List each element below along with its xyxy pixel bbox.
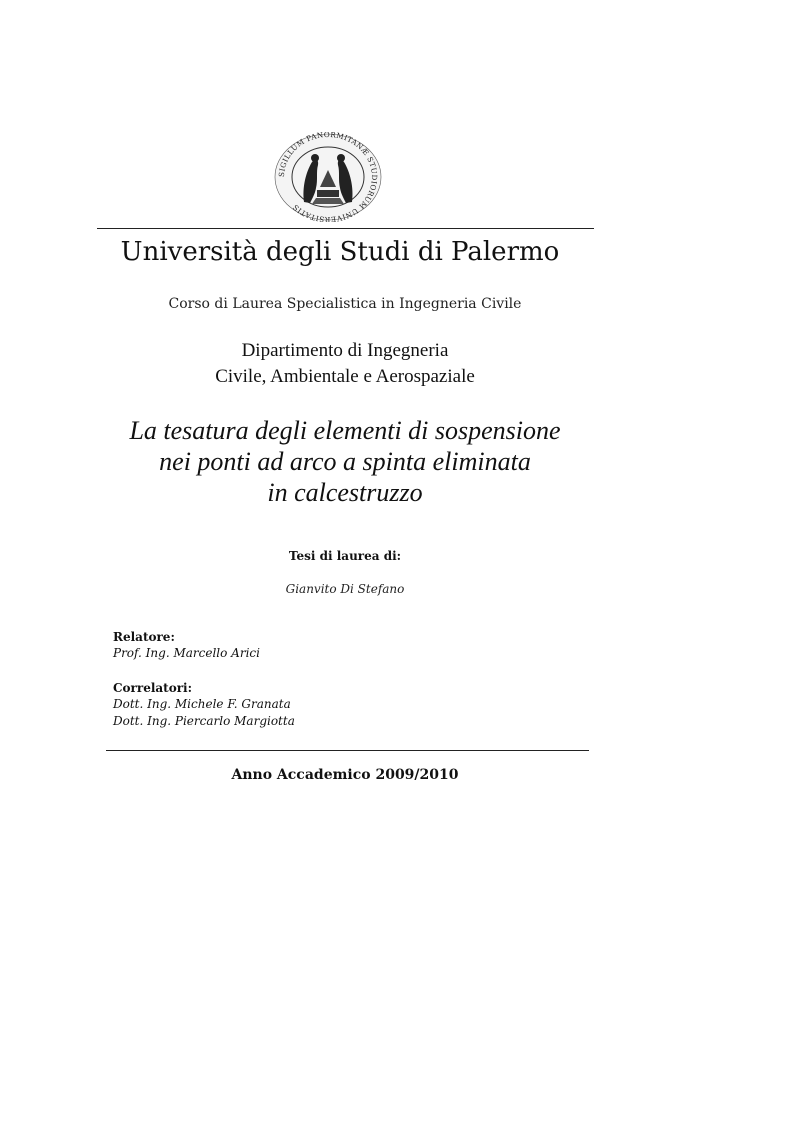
thesis-title-line-3: in calcestruzzo — [267, 478, 423, 507]
thesis-title-line-2: nei ponti ad arco a spinta eliminata — [159, 447, 531, 476]
university-seal-icon — [272, 132, 384, 222]
seal-text: SIGILLUM PANORMITANÆ STUDIORUM UNIVERSITATIS — [276, 132, 380, 222]
coadvisor-name: Dott. Ing. Michele F. Granata — [113, 697, 291, 711]
thesis-label: Tesi di laurea di: — [288, 549, 402, 563]
course-name: Corso di Laurea Specialistica in Ingegneria Civile — [168, 296, 522, 312]
coadvisors-label: Correlatori: — [113, 681, 193, 695]
advisor-name: Prof. Ing. Marcello Arici — [113, 646, 260, 660]
thesis-title — [90, 415, 600, 508]
department-line-1: Dipartimento di Ingegneria — [241, 340, 449, 361]
department-name — [90, 338, 600, 390]
university-name: Università degli Studi di Palermo — [120, 237, 560, 267]
academic-year: Anno Accademico 2009/2010 — [231, 767, 459, 783]
department-line-2: Civile, Ambientale e Aerospaziale — [215, 366, 475, 387]
bottom-divider — [106, 750, 589, 751]
top-divider — [97, 228, 594, 229]
advisor-label: Relatore: — [113, 630, 175, 644]
author-name: Gianvito Di Stefano — [285, 582, 405, 596]
thesis-title-line-1: La tesatura degli elementi di sospensione — [129, 416, 561, 445]
coadvisor-name: Dott. Ing. Piercarlo Margiotta — [113, 714, 295, 728]
